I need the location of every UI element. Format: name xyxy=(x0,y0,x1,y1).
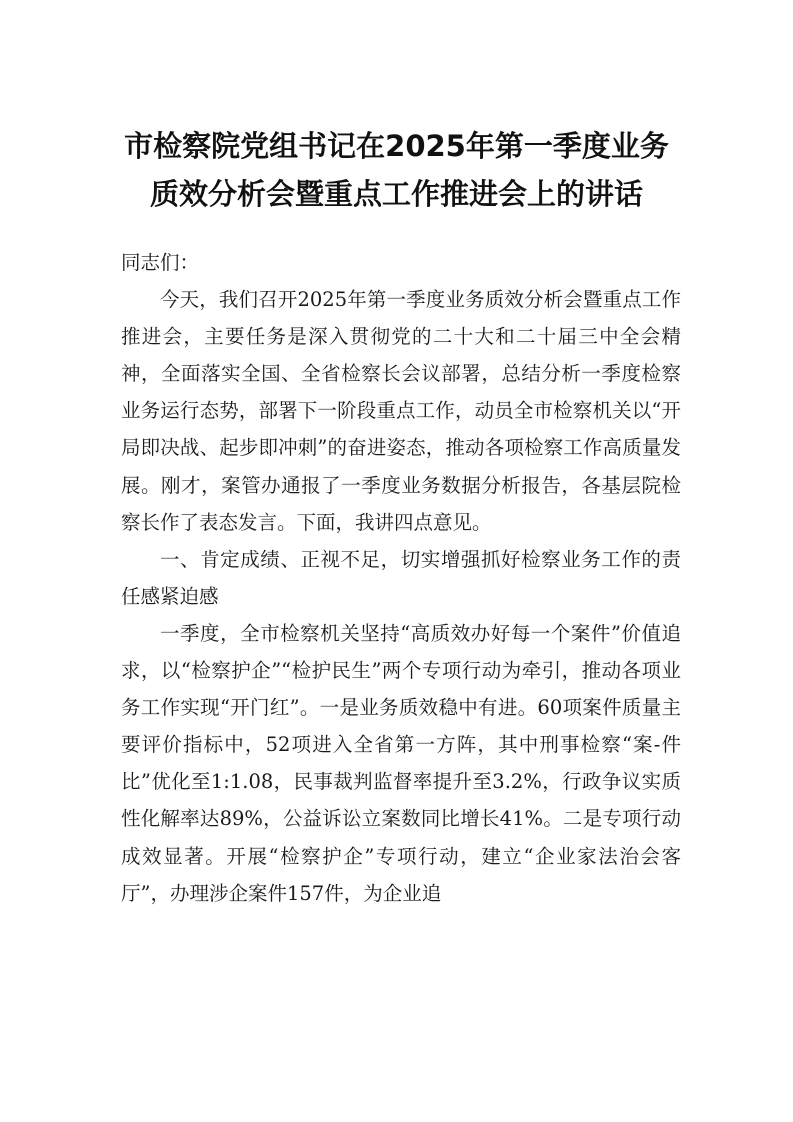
section-heading-1: 一、肯定成绩、正视不足，切实增强抓好检察业务工作的责任感紧迫感 xyxy=(121,547,681,608)
paragraph-section-1: 一季度，全市检察机关坚持“高质效办好每一个案件”价值追求，以“检察护企”“检护民生”两个专项行动为牵引，推动各项业务工作实现“开门红”。一是业务质效稳中有进。60项案件质量主要评价指标中，52项进入全省第一方阵，其中刑事检察“案-件比”优化至1:1.08，民事裁判监督率提升至3.2%，行政争议实质性化解率达89%，公益诉讼立案数同比增长41%。二是专项行动成效显著。开展“检察护企”专项行动，建立“企业家法治会客厅”，办理涉企案件157件，为企业追 xyxy=(121,621,681,905)
salutation: 同志们： xyxy=(121,251,200,274)
document-title-line-2: 质效分析会暨重点工作推进会上的讲话 xyxy=(149,177,643,211)
document-body xyxy=(121,244,681,912)
document-title-line-1: 市检察院党组书记在2025年第一季度业务 xyxy=(124,129,669,163)
paragraph-intro: 今天，我们召开2025年第一季度业务质效分析会暨重点工作推进会，主要任务是深入贯彻党的二十大和二十届三中全会精神，全面落实全国、全省检察长会议部署，总结分析一季度检察业务运行态势，部署下一阶段重点工作，动员全市检察机关以“开局即决战、起步即冲刺”的奋进姿态，推动各项检察工作高质量发展。刚才，案管办通报了一季度业务数据分析报告，各基层院检察长作了表态发言。下面，我讲四点意见。 xyxy=(121,288,681,534)
